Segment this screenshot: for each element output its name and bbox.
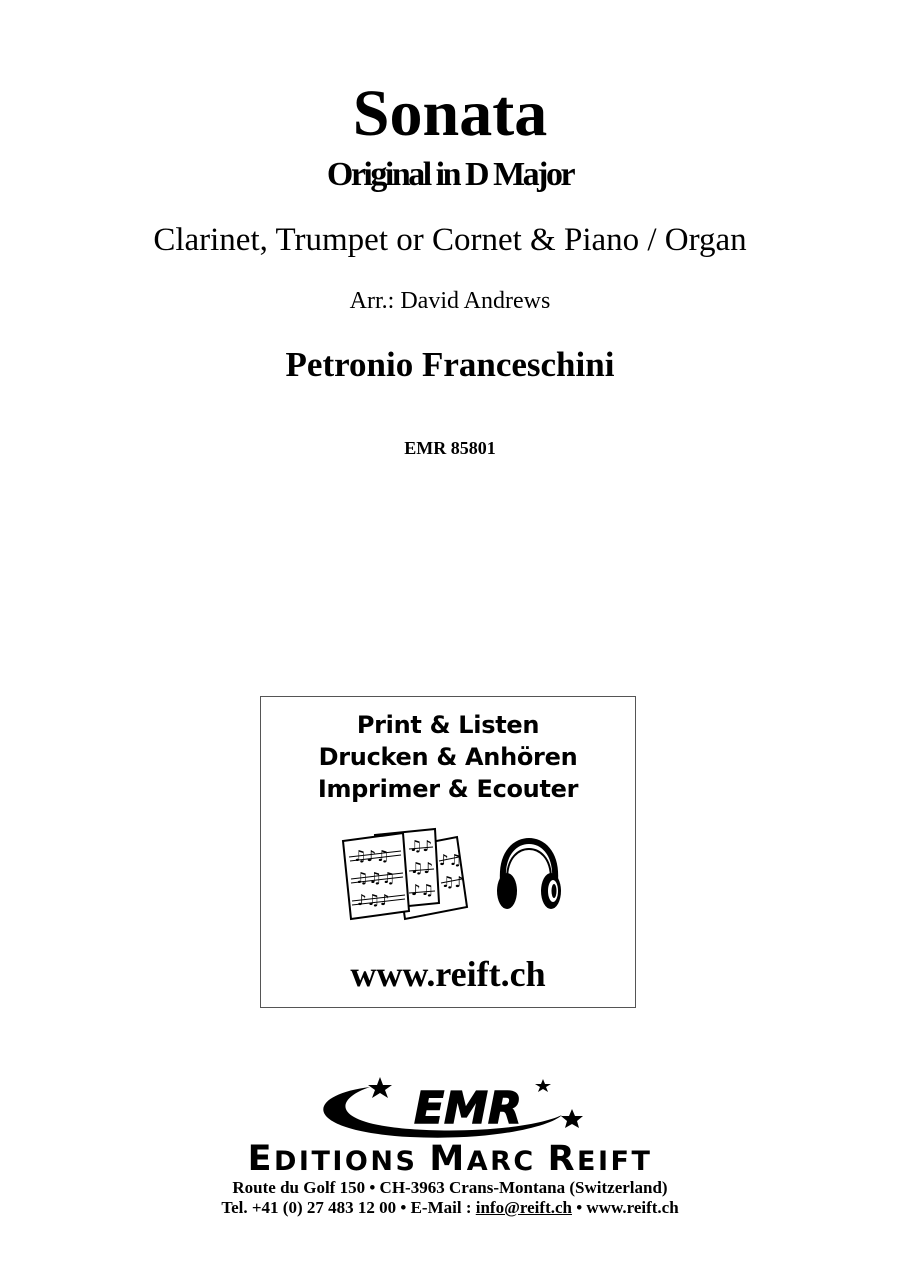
email-link[interactable]: info@reift.ch <box>475 1198 572 1217</box>
svg-text:♪♫: ♪♫ <box>411 881 435 899</box>
arranger: Arr.: David Andrews <box>349 288 551 314</box>
brand-initial-e: E <box>247 1139 275 1179</box>
promo-line-drucken: Drucken & Anhören <box>318 743 578 771</box>
web-link[interactable]: • www.reift.ch <box>571 1198 679 1217</box>
promo-line-print: Print & Listen <box>356 711 540 739</box>
subtitle: Original in D Major <box>326 156 574 193</box>
svg-text:♫♪: ♫♪ <box>441 873 465 891</box>
brand-initial-m: M <box>429 1139 467 1179</box>
publisher-address: Route du Golf 150 • CH-3963 Crans-Montana (Switzerland) <box>232 1178 668 1197</box>
brand-initial-r: R <box>547 1139 578 1179</box>
svg-text:♫♪♫: ♫♪♫ <box>353 847 390 865</box>
instrumentation: Clarinet, Trumpet or Cornet & Piano / Organ <box>153 222 747 258</box>
svg-text:♫♪: ♫♪ <box>409 837 433 855</box>
title: Sonata <box>352 77 548 150</box>
svg-text:♫♫♫: ♫♫♫ <box>355 869 396 887</box>
svg-text:♪♫: ♪♫ <box>439 851 463 869</box>
publisher-name <box>0 1139 900 1179</box>
brand-eift: EIFT <box>577 1146 653 1177</box>
svg-text:♪♫♪: ♪♫♪ <box>357 891 390 909</box>
promo-url[interactable]: www.reift.ch <box>350 954 546 994</box>
catalog-number: EMR 85801 <box>404 438 496 458</box>
promo-line-imprimer: Imprimer & Ecouter <box>317 775 579 803</box>
sheet-music-icon <box>339 827 471 923</box>
emr-logo <box>300 1073 600 1145</box>
emr-logo-text: EMR <box>414 1083 522 1134</box>
print-listen-box <box>260 696 636 1008</box>
publisher-tel: Tel. +41 (0) 27 483 12 00 • E-Mail : <box>221 1198 476 1217</box>
composer: Petronio Franceschini <box>285 345 615 384</box>
brand-arc: ARC <box>466 1146 548 1177</box>
brand-ditions: DITIONS <box>274 1146 430 1177</box>
headphones-icon <box>495 837 563 913</box>
publisher-contact <box>0 1198 900 1218</box>
svg-text:♫♪: ♫♪ <box>410 859 434 877</box>
